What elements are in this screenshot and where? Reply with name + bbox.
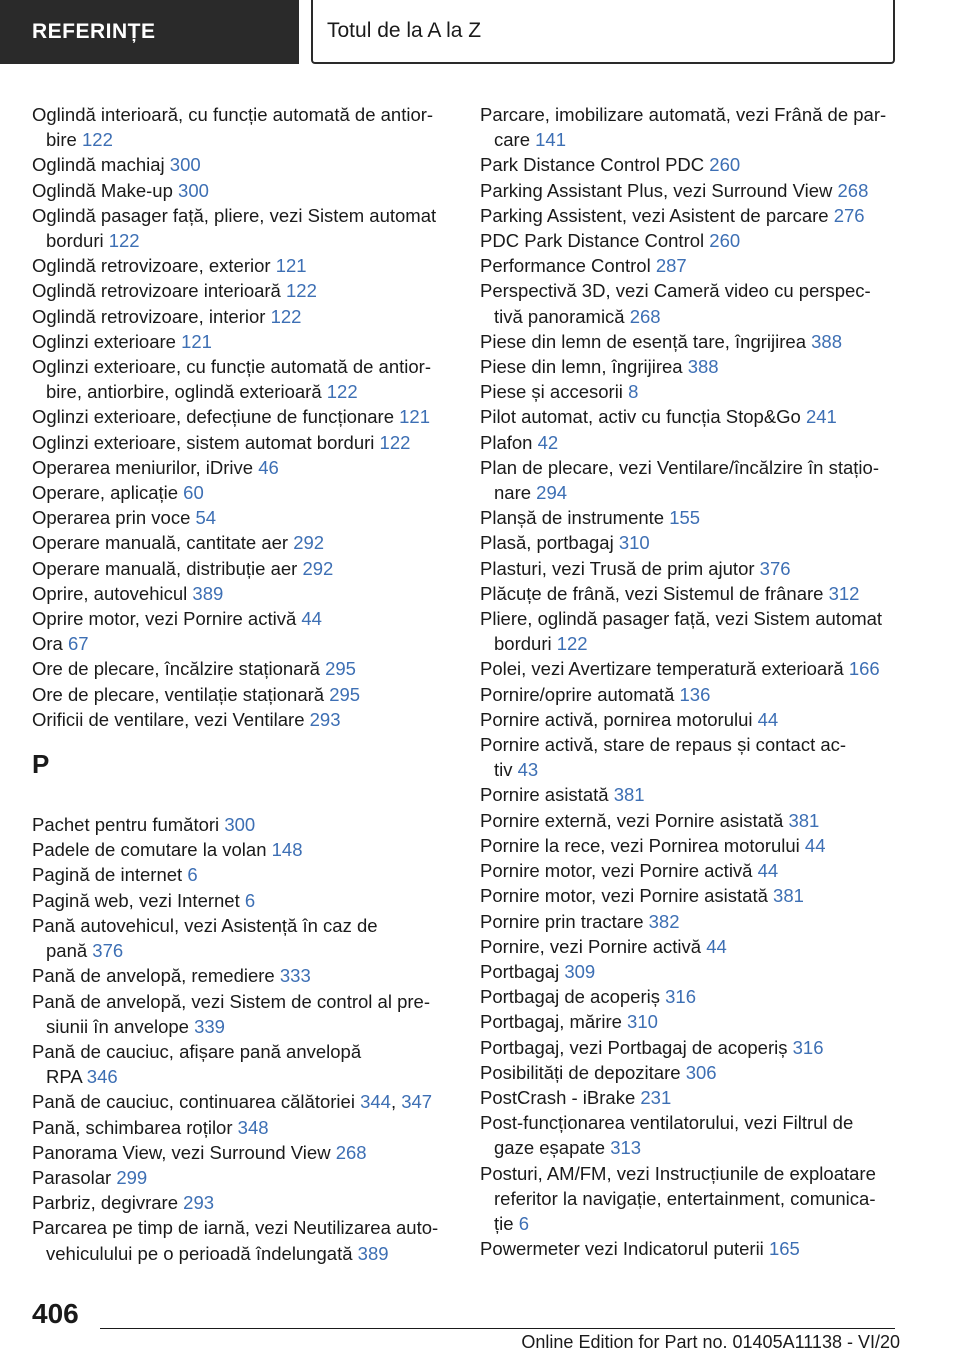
- index-entry: Pană de cauciuc, continuarea călătoriei 344, 347: [32, 1091, 433, 1113]
- index-entry-continuation: gaze eșapate: [494, 1137, 606, 1159]
- page-ref-link[interactable]: 165: [768, 1238, 800, 1260]
- index-entry-text: Oglindă Make-up: [32, 179, 173, 201]
- index-entry: [32, 1115, 462, 1140]
- index-entry-text: Plasă, portbagaj: [480, 532, 614, 554]
- page-ref-link[interactable]: 136: [679, 683, 711, 705]
- index-entry-text: Pană autovehicul, vezi Asistență în caz de: [32, 914, 378, 936]
- index-entry: [32, 530, 462, 555]
- page-ref-link[interactable]: 268: [335, 1141, 367, 1163]
- page-ref-link[interactable]: 347: [401, 1091, 433, 1113]
- index-entry: [480, 984, 900, 1009]
- index-entry-text: Plafon: [480, 431, 533, 453]
- index-entry-text: Pornire prin tractare: [480, 910, 644, 932]
- page-ref-link[interactable]: 141: [535, 129, 567, 151]
- index-entry: [480, 505, 900, 530]
- index-entry: [480, 455, 900, 505]
- page-ref-link[interactable]: 121: [181, 330, 212, 352]
- index-entry: [32, 682, 462, 707]
- index-entry-text: Parking Assistent, vezi Asistent de parcare: [480, 204, 829, 226]
- index-entry: [32, 656, 462, 681]
- page-ref-link[interactable]: 300: [178, 179, 209, 201]
- index-entry-text: Perspectivă 3D, vezi Cameră video cu perspec-: [480, 280, 871, 302]
- index-entry: [32, 913, 462, 963]
- index-entry: [32, 1039, 462, 1089]
- index-entry: [32, 455, 462, 480]
- index-entry: [480, 228, 900, 253]
- page-ref-link[interactable]: 316: [665, 986, 696, 1008]
- page-ref-link[interactable]: 44: [706, 935, 727, 957]
- page-ref-link[interactable]: 389: [357, 1242, 389, 1264]
- index-letter-heading: P: [32, 749, 50, 780]
- index-entry-text: Oglindă machiaj: [32, 154, 165, 176]
- index-entry-text: Ore de plecare, încălzire staționară: [32, 658, 320, 680]
- page-ref-link[interactable]: 6: [244, 889, 256, 911]
- page-ref-link[interactable]: 344: [360, 1091, 391, 1113]
- index-entry-text: Orificii de ventilare, vezi Ventilare: [32, 708, 305, 730]
- page-ref-link[interactable]: 122: [108, 230, 140, 252]
- page-ref-link[interactable]: 287: [655, 255, 687, 277]
- index-entry: [480, 909, 900, 934]
- page-ref-link[interactable]: 300: [169, 154, 201, 176]
- index-entry-text: Pagină web, vezi Internet: [32, 889, 240, 911]
- index-entry: [480, 858, 900, 883]
- page-ref-link[interactable]: 67: [67, 633, 89, 655]
- index-entry: [32, 505, 462, 530]
- index-entry: [32, 888, 462, 913]
- page-ref-link[interactable]: 306: [685, 1061, 717, 1083]
- index-entry-text: Pornire motor, vezi Pornire asistată: [480, 885, 768, 907]
- index-entry: [32, 812, 462, 837]
- page-ref-link[interactable]: 44: [301, 608, 322, 630]
- index-entry: [480, 278, 900, 328]
- page-ref-link[interactable]: 122: [379, 431, 411, 453]
- index-entry-text: Pană de cauciuc, continuarea călătoriei: [32, 1091, 355, 1113]
- index-entry: [32, 404, 462, 429]
- index-entry-text: Powermeter vezi Indicatorul puterii: [480, 1238, 764, 1260]
- index-entry: [32, 1140, 462, 1165]
- index-entry: [480, 732, 900, 782]
- index-entry-text: Posturi, AM/FM, vezi Instrucțiunile de exploatare: [480, 1162, 876, 1184]
- index-entry-text: Oglinzi exterioare, cu funcție automată de antior-: [32, 356, 431, 378]
- index-entry-text: Post-funcționarea ventilatorului, vezi Filtrul de: [480, 1112, 854, 1134]
- index-entry-text: PDC Park Distance Control: [480, 230, 705, 252]
- page-ref-link[interactable]: 122: [286, 280, 317, 302]
- index-entry-text: Oglindă retrovizoare interioară: [32, 280, 281, 302]
- page-ref-link[interactable]: 389: [192, 582, 224, 604]
- index-entry: [32, 430, 462, 455]
- page-ref-link[interactable]: 121: [399, 406, 431, 428]
- index-entry: [480, 581, 900, 606]
- page-ref-link[interactable]: 310: [618, 532, 650, 554]
- page-ref-link[interactable]: 339: [194, 1015, 225, 1037]
- index-entry: [480, 354, 900, 379]
- index-entry: [32, 1190, 462, 1215]
- edition-note: Online Edition for Part no. 01405A11138 - VI/20: [521, 1332, 900, 1352]
- page-ref-link[interactable]: 295: [325, 658, 356, 680]
- index-entry: [480, 178, 900, 203]
- page-ref-link[interactable]: 292: [293, 532, 325, 554]
- page-ref-link[interactable]: 316: [792, 1036, 824, 1058]
- index-entry: [480, 1236, 900, 1261]
- page-ref-link[interactable]: 44: [757, 860, 779, 882]
- index-entry: [32, 354, 462, 404]
- index-entry-text: Parcarea pe timp de iarnă, vezi Neutilizarea auto-: [32, 1217, 439, 1239]
- index-entry: [32, 606, 462, 631]
- page-ref-link[interactable]: 388: [687, 356, 719, 378]
- index-entry-text: Parbriz, degivrare: [32, 1192, 179, 1214]
- page-ref-link[interactable]: 276: [833, 204, 865, 226]
- index-entry-text: Pană de anvelopă, remediere: [32, 965, 275, 987]
- index-entry: [480, 253, 900, 278]
- page-ref-link[interactable]: 46: [258, 456, 279, 478]
- index-entry-text: Pană, schimbarea roților: [32, 1116, 233, 1138]
- page-ref-link[interactable]: 42: [537, 431, 559, 453]
- index-entry: [480, 808, 900, 833]
- index-entry-text: Piese din lemn de esență tare, îngrijirea: [480, 330, 806, 352]
- index-entry: [480, 556, 900, 581]
- index-entry: [32, 480, 462, 505]
- index-entry-text: Pornire asistată: [480, 784, 609, 806]
- index-entry-text: Parasolar: [32, 1166, 112, 1188]
- index-entry: [32, 963, 462, 988]
- index-entry: [32, 253, 462, 278]
- page-ref-link[interactable]: 44: [804, 834, 826, 856]
- index-entry-continuation: siunii în anvelope: [46, 1015, 189, 1037]
- index-entry-text: Pană de cauciuc, afișare pană anvelopă: [32, 1040, 362, 1062]
- index-entry: [480, 682, 900, 707]
- index-entry-continuation: borduri: [494, 633, 552, 655]
- page-ref-link[interactable]: 333: [279, 965, 311, 987]
- index-entry-text: Polei, vezi Avertizare temperatură exterioară: [480, 658, 844, 680]
- index-entry-text: PostCrash - iBrake: [480, 1086, 636, 1108]
- index-entry-text: Pornire activă, stare de repaus și contact ac-: [480, 734, 847, 756]
- index-entry: [480, 1060, 900, 1085]
- index-entry: [480, 833, 900, 858]
- index-entry: [32, 707, 462, 732]
- page-header: [0, 0, 960, 66]
- page-ref-link[interactable]: 293: [183, 1192, 215, 1214]
- index-entry: [480, 1161, 900, 1237]
- page-ref-link[interactable]: 312: [828, 582, 860, 604]
- index-entry-text: Panorama View, vezi Surround View: [32, 1141, 331, 1163]
- index-entry-text: Oglindă interioară, cu funcție automată de antior-: [32, 104, 434, 125]
- page-ref-link[interactable]: 43: [517, 759, 539, 781]
- index-entry-text: Ore de plecare, ventilație staționară: [32, 683, 325, 705]
- index-entry-text: Oprire, autovehicul: [32, 582, 188, 604]
- page-ref-link[interactable]: 260: [709, 230, 741, 252]
- index-entry: [32, 329, 462, 354]
- index-entry-text: Operare manuală, cantitate aer: [32, 532, 289, 554]
- index-entry-text: Piese din lemn, îngrijirea: [480, 356, 683, 378]
- index-entry: [480, 934, 900, 959]
- index-entry: [480, 203, 900, 228]
- index-entry-text: Ora: [32, 633, 63, 655]
- page-ref-link[interactable]: 122: [556, 633, 588, 655]
- page-ref-link[interactable]: 148: [271, 839, 303, 861]
- index-entry: [480, 1110, 900, 1160]
- index-entry-text: Planșă de instrumente: [480, 507, 665, 529]
- index-entry: [480, 102, 900, 152]
- page-ref-link[interactable]: 300: [224, 814, 256, 836]
- index-entry-text: Oglinzi exterioare, sistem automat borduri: [32, 431, 375, 453]
- index-entry: [32, 1215, 462, 1265]
- index-entry-text: Pliere, oglindă pasager față, vezi Sistem automat: [480, 608, 883, 630]
- index-entry: [32, 837, 462, 862]
- index-column-left: [32, 102, 462, 1266]
- page-ref-link[interactable]: 313: [610, 1137, 642, 1159]
- index-entry: [480, 707, 900, 732]
- page-number: 406: [32, 1298, 79, 1329]
- index-entry: [480, 1085, 900, 1110]
- page-ref-link[interactable]: 260: [709, 154, 741, 176]
- page-ref-link[interactable]: 44: [757, 708, 779, 730]
- index-entry: [480, 329, 900, 354]
- index-entry: [480, 959, 900, 984]
- index-entry-continuation: vehiculului pe o perioadă îndelungată: [46, 1242, 353, 1264]
- index-entry: [32, 862, 462, 887]
- index-entry: [32, 304, 462, 329]
- section-tab: REFERINȚE: [0, 0, 299, 64]
- page-ref-link[interactable]: 155: [669, 507, 701, 529]
- page-ref-link[interactable]: 299: [116, 1166, 148, 1188]
- index-entry-text: Operare manuală, distribuție aer: [32, 557, 298, 579]
- page-ref-link[interactable]: 388: [811, 330, 843, 352]
- index-entry-text: Posibilități de depozitare: [480, 1061, 681, 1083]
- index-entry: [480, 430, 900, 455]
- index-entry-text: Operare, aplicație: [32, 482, 179, 504]
- page-ref-link[interactable]: 122: [82, 129, 113, 151]
- page-ref-link[interactable]: 268: [629, 305, 661, 327]
- index-entry-text: Pornire/oprire automată: [480, 683, 675, 705]
- index-entry-text: Plăcuțe de frână, vezi Sistemul de frânare: [480, 582, 824, 604]
- page-ref-link[interactable]: 294: [536, 482, 568, 504]
- index-entry: [480, 404, 900, 429]
- page-ref-link[interactable]: 309: [564, 960, 596, 982]
- index-entry-text: Pornire externă, vezi Pornire asistată: [480, 809, 784, 831]
- page-ref-link[interactable]: 381: [613, 784, 645, 806]
- index-entry-continuation: tiv: [494, 759, 513, 781]
- index-entry: [480, 1009, 900, 1034]
- index-column-right: [480, 102, 900, 1261]
- index-entry-text: Pachet pentru fumători: [32, 814, 220, 836]
- page-ref-link[interactable]: 346: [86, 1066, 118, 1088]
- index-entry-text: Operarea prin voce: [32, 507, 191, 529]
- page-ref-link[interactable]: 381: [773, 885, 804, 907]
- index-entry-text: Padele de comutare la volan: [32, 839, 267, 861]
- footer-divider: [100, 1328, 895, 1329]
- index-entry-text: Operarea meniurilor, iDrive: [32, 456, 254, 478]
- chapter-tab: Totul de la A la Z: [311, 0, 895, 64]
- page-ref-link[interactable]: 295: [329, 683, 361, 705]
- index-entry-text: Parcare, imobilizare automată, vezi Frână de par-: [480, 104, 887, 125]
- page-ref-link[interactable]: 60: [183, 482, 204, 504]
- index-entry-text: Portbagaj, mărire: [480, 1011, 622, 1033]
- page-ref-link[interactable]: 166: [848, 658, 880, 680]
- page-ref-link[interactable]: 122: [270, 305, 302, 327]
- index-entry-text: Portbagaj: [480, 960, 560, 982]
- index-entry-text: Pilot automat, activ cu funcția Stop&Go: [480, 406, 801, 428]
- index-entry-continuation: referitor la navigație, entertainment, comunica-: [494, 1187, 876, 1209]
- index-entry-continuation: tivă panoramică: [494, 305, 625, 327]
- page-ref-link[interactable]: 121: [275, 255, 307, 277]
- index-entry-continuation: ție: [494, 1212, 514, 1234]
- index-entry-text: Oglindă retrovizoare, interior: [32, 305, 266, 327]
- page-ref-link[interactable]: 268: [837, 179, 869, 201]
- index-entry-continuation: care: [494, 129, 530, 151]
- page-ref-link[interactable]: 6: [187, 864, 198, 886]
- page-ref-link[interactable]: 376: [92, 940, 124, 962]
- index-entry-text: Performance Control: [480, 255, 651, 277]
- index-entry: [32, 203, 462, 253]
- index-entry-continuation: bire: [46, 129, 77, 151]
- index-entry-continuation: bire, antiorbire, oglindă exterioară: [46, 381, 322, 403]
- index-entry: [32, 102, 462, 152]
- index-entry-text: Park Distance Control PDC: [480, 154, 705, 176]
- index-entry-text: Pornire, vezi Pornire activă: [480, 935, 702, 957]
- page-ref-link[interactable]: 54: [195, 507, 217, 529]
- page-ref-link[interactable]: 6: [518, 1212, 529, 1234]
- index-entry-text: Piese și accesorii: [480, 381, 623, 403]
- index-entry: [480, 530, 900, 555]
- index-entry-continuation: borduri: [46, 230, 104, 252]
- index-entry: [32, 1165, 462, 1190]
- page-ref-link[interactable]: 292: [302, 557, 334, 579]
- index-entry: [480, 656, 900, 681]
- index-entry: [480, 1035, 900, 1060]
- index-entry: [480, 782, 900, 807]
- index-entry: [32, 631, 462, 656]
- index-entry-text: Plan de plecare, vezi Ventilare/încălzire în stațio-: [480, 456, 879, 478]
- index-entry-text: Portbagaj, vezi Portbagaj de acoperiș: [480, 1036, 788, 1058]
- index-entry: [32, 278, 462, 303]
- index-entry-text: Pană de anvelopă, vezi Sistem de control al pre-: [32, 990, 430, 1012]
- index-entry-text: Pornire motor, vezi Pornire activă: [480, 860, 753, 882]
- index-entry-text: Portbagaj de acoperiș: [480, 986, 660, 1008]
- page-ref-link[interactable]: 293: [309, 708, 341, 730]
- index-entry-text: Oprire motor, vezi Pornire activă: [32, 608, 297, 630]
- index-entry-continuation: pană: [46, 940, 88, 962]
- index-entry-text: Pornire activă, pornirea motorului: [480, 708, 753, 730]
- page-ref-link[interactable]: 310: [627, 1011, 658, 1033]
- page-ref-link[interactable]: 348: [237, 1116, 269, 1138]
- page-ref-link[interactable]: 122: [326, 381, 358, 403]
- index-entry-text: Oglindă retrovizoare, exterior: [32, 255, 271, 277]
- index-entry: [32, 989, 462, 1039]
- page-ref-link[interactable]: 382: [648, 910, 680, 932]
- index-entry-text: Oglinzi exterioare, defecțiune de funcționare: [32, 406, 394, 428]
- page-ref-link[interactable]: 8: [628, 381, 639, 403]
- index-entry: [480, 152, 900, 177]
- page-ref-link[interactable]: 231: [640, 1086, 672, 1108]
- index-entry-continuation: nare: [494, 482, 532, 504]
- index-entry: [480, 883, 900, 908]
- index-entry: [32, 556, 462, 581]
- index-entry-text: Oglindă pasager față, pliere, vezi Sistem automat: [32, 204, 437, 226]
- index-entry-text: Plasturi, vezi Trusă de prim ajutor: [480, 557, 755, 579]
- index-entry-text: Pornire la rece, vezi Pornirea motorului: [480, 834, 800, 856]
- index-entry-text: Oglinzi exterioare: [32, 330, 176, 352]
- page-ref-link[interactable]: 376: [759, 557, 791, 579]
- index-entry: [32, 581, 462, 606]
- index-entry-text: Pagină de internet: [32, 864, 183, 886]
- index-entry: [480, 606, 900, 656]
- index-entry: [32, 178, 462, 203]
- index-entry: [32, 152, 462, 177]
- index-entry-text: Parking Assistant Plus, vezi Surround View: [480, 179, 833, 201]
- page-ref-link[interactable]: 381: [788, 809, 820, 831]
- page-ref-link[interactable]: 241: [805, 406, 837, 428]
- index-entry: [480, 379, 900, 404]
- index-entry-continuation: RPA: [46, 1066, 82, 1088]
